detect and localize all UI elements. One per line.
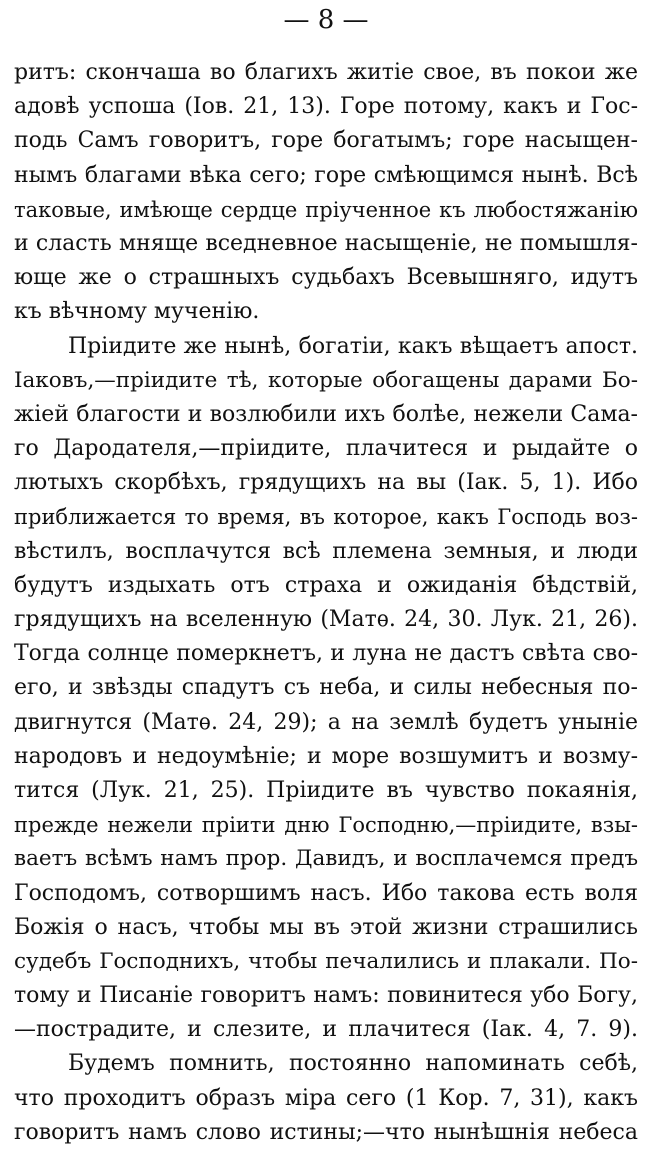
text-line: ваетъ всѣмъ намъ прор. Давидъ, и восплачемся предъ: [14, 846, 638, 872]
text-line: будутъ издыхать отъ страха и ожиданія бѣдствій,: [14, 572, 638, 598]
text-line: Тогда солнце померкнетъ, и луна не дастъ свѣта сво-: [14, 641, 638, 667]
text-line: судебъ Господнихъ, чтобы печалились и плакали. По-: [14, 948, 638, 974]
text-line: Господомъ, сотворшимъ насъ. Ибо такова есть воля: [14, 880, 638, 906]
text-line: тится (Лук. 21, 25). Пріидите въ чувство покаянія,: [14, 777, 638, 803]
text-line: говоритъ намъ слово истины;—что нынѣшнія небеса: [14, 1119, 638, 1145]
text-line: Пріидите же нынѣ, богатіи, какъ вѣщаетъ апост.: [68, 333, 638, 359]
text-line: подь Самъ говоритъ, горе богатымъ; горе насыщен-: [14, 128, 638, 154]
text-line: Будемъ помнить, постоянно напоминать себѣ,: [68, 1051, 638, 1077]
text-line: адовѣ успоша (Іов. 21, 13). Горе потому, какъ и Гос-: [14, 94, 638, 120]
text-line: лютыхъ скорбѣхъ, грядущихъ на вы (Іак. 5, 1). Ибо: [14, 470, 638, 496]
text-line: и сласть мняще вседневное насыщеніе, не помышля-: [14, 230, 638, 256]
text-line: нымъ благами вѣка сего; горе смѣющимся нынѣ. Всѣ: [14, 162, 638, 188]
text-line: прежде нежели пріити дню Господню,—пріидите, взы-: [14, 813, 638, 838]
text-line: вѣстилъ, восплачутся всѣ племена земныя, и люди: [14, 538, 638, 564]
body-text: [14, 56, 638, 1150]
text-line: приближается то время, въ которое, какъ Господь воз-: [14, 505, 638, 530]
page-number: — 8 —: [283, 5, 369, 35]
text-line: юще же о страшныхъ судьбахъ Всевышняго, идутъ: [14, 265, 638, 291]
text-line: —пострадите, и слезите, и плачитеся (Іак. 4, 7. 9).: [14, 1017, 638, 1043]
text-line: его, и звѣзды спадутъ съ неба, и силы небесныя по-: [14, 675, 638, 701]
text-line: грядущихъ на вселенную (Матѳ. 24, 30. Лук. 21, 26).: [14, 607, 638, 632]
text-line: двигнутся (Матѳ. 24, 29); а на землѣ будетъ уныніе: [14, 709, 638, 735]
text-line: таковые, имѣюще сердце пріученное къ любостяжанію: [14, 197, 638, 222]
text-line: что проходитъ образъ міра сего (1 Кор. 7, 31), какъ: [14, 1085, 638, 1111]
text-line: Іаковъ,—пріидите тѣ, которые обогащены дарами Бо-: [14, 367, 638, 393]
text-line: го Дародателя,—пріидите, плачитеся и рыдайте о: [14, 436, 638, 462]
text-line: тому и Писаніе говоритъ намъ: повинитеся убо Богу,: [14, 983, 638, 1009]
text-line: къ вѣчному мученію.: [14, 299, 260, 325]
text-line: жіей благости и возлюбили ихъ болѣе, нежели Сама-: [14, 401, 638, 427]
text-line: Божія о насъ, чтобы мы въ этой жизни страшились: [14, 914, 638, 940]
text-line: народовъ и недоумѣніе; и море возшумитъ и возму-: [14, 743, 638, 769]
text-line: ритъ: скончаша во благихъ житіе свое, въ покои же: [14, 60, 638, 85]
